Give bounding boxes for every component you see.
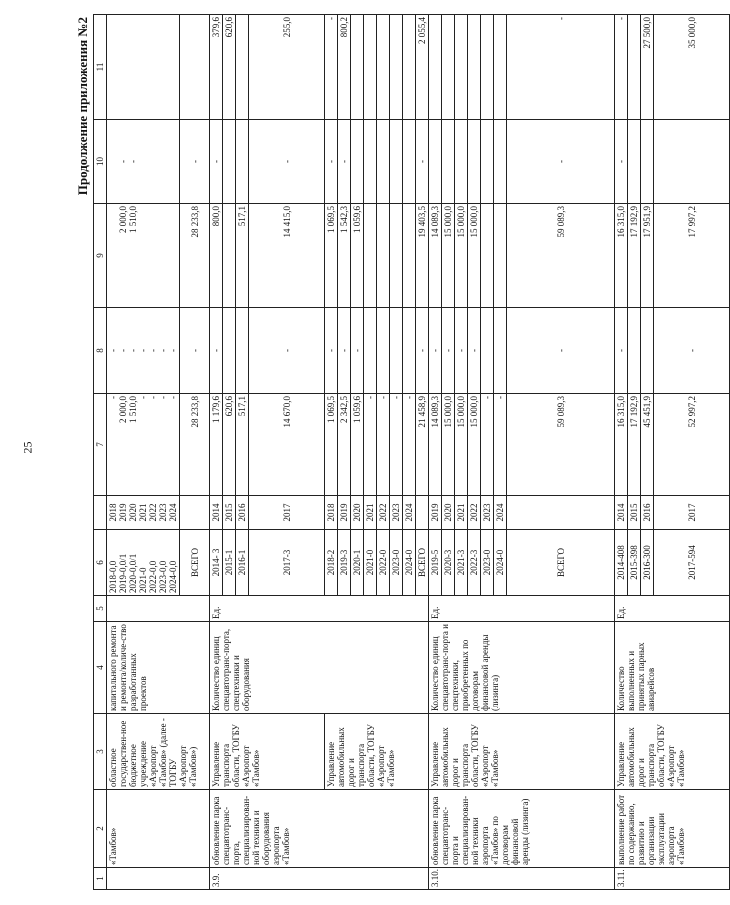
regional-amount: 17 192,9	[628, 204, 641, 308]
local-amount	[641, 120, 654, 204]
header-cell: 6	[94, 530, 107, 596]
extra-amount: 255,0	[249, 15, 325, 120]
year: 2014	[615, 496, 628, 530]
cell-line: -	[108, 396, 118, 399]
cell-line	[128, 17, 138, 117]
regional-amount: 17 951,9	[641, 204, 654, 308]
year: 2015	[223, 496, 236, 530]
year: 2021	[455, 496, 468, 530]
year: 2016	[641, 496, 654, 530]
cell-line	[138, 206, 148, 305]
extra-amount: 379,6	[210, 15, 223, 120]
local-amount: -	[507, 120, 615, 204]
cell-line	[158, 206, 168, 305]
year: 2020	[442, 496, 455, 530]
cell-line: -	[168, 396, 178, 399]
header-cell: 10	[94, 120, 107, 204]
regional-amount	[223, 204, 236, 308]
header-cell: 11	[94, 15, 107, 120]
local-amount	[351, 120, 364, 204]
cell-line: 1 510,0	[128, 396, 138, 423]
federal-amount	[641, 308, 654, 394]
local-amount	[403, 120, 416, 204]
page-number: 25	[20, 441, 35, 454]
year-value: 2024-0	[494, 530, 507, 596]
federal-amount: -	[654, 308, 730, 394]
federal-amount: -	[416, 308, 429, 394]
total-amount: 620,6	[223, 394, 236, 496]
extra-amount	[442, 15, 455, 120]
federal-amount: -	[468, 308, 481, 394]
year: 2017	[249, 496, 325, 530]
year: 2024	[403, 496, 416, 530]
cell-line: 2020	[128, 503, 138, 522]
cell-line: 1 510,0	[128, 206, 138, 233]
year-value: 2018-2	[325, 530, 338, 596]
total-amount: 1 069,5	[325, 394, 338, 496]
extra-amount	[481, 15, 494, 120]
cell-line	[168, 122, 178, 201]
year-value: 2020-1	[351, 530, 364, 596]
regional-amount: 1 059,6	[351, 204, 364, 308]
federal-amount	[223, 308, 236, 394]
total-amount: 14 670,0	[249, 394, 325, 496]
cell-line	[108, 122, 118, 201]
local-amount	[377, 120, 390, 204]
year-value: 2016-300	[641, 530, 654, 596]
cell-line: -	[158, 349, 168, 352]
cell-line: -	[128, 160, 138, 163]
year	[507, 496, 615, 530]
year-value: 2017-3	[249, 530, 325, 596]
year-value: 2015-1	[223, 530, 236, 596]
extra-amount	[494, 15, 507, 120]
regional-amount: 14 089,3	[429, 204, 442, 308]
header-cell	[94, 496, 107, 530]
local-amount	[442, 120, 455, 204]
indicator: Количество выполненных и принятых парных авиарейсов	[615, 622, 730, 714]
regional-amount: 1 069,5	[325, 204, 338, 308]
total-amount: 15 000,0	[442, 394, 455, 496]
local-amount	[654, 120, 730, 204]
empty-cell	[180, 496, 210, 530]
regional-amount	[377, 204, 390, 308]
section-3-9	[210, 15, 429, 890]
total-amount: -	[494, 394, 507, 496]
cell-line	[148, 122, 158, 201]
event-name: обновление парка спецавтотранс-порта, специализирован-ной техники и оборудования аэропорта «Тамбов»	[210, 790, 429, 868]
total-amount: 52 997,2	[654, 394, 730, 496]
header-row	[94, 15, 107, 890]
cell-line: 2 000,0	[118, 206, 128, 233]
cell-line: 2024	[168, 503, 178, 522]
year-values	[107, 530, 180, 596]
extra-amount: 620,6	[223, 15, 236, 120]
cell-line	[158, 122, 168, 201]
extra-amount: -	[507, 15, 615, 120]
extra-amount: 800,2	[338, 15, 351, 120]
cell-line: 2021-0	[138, 567, 148, 593]
header-cell: 4	[94, 622, 107, 714]
total-amount: 2 342,5	[338, 394, 351, 496]
cell-line: -	[118, 349, 128, 352]
year: 2015	[628, 496, 641, 530]
total-value: -	[180, 120, 210, 204]
table-row	[325, 15, 338, 890]
header-cell: 3	[94, 714, 107, 790]
total-value: 28 233,8	[180, 204, 210, 308]
extra-amount	[351, 15, 364, 120]
federal-amount	[236, 308, 249, 394]
federal-amount: -	[455, 308, 468, 394]
year-value: 2017-594	[654, 530, 730, 596]
extra-amount	[107, 15, 180, 120]
federal-amount: -	[210, 308, 223, 394]
year-value: 2021-0	[364, 530, 377, 596]
cell-line: 2024-0,0	[168, 560, 178, 593]
cell-line	[108, 17, 118, 117]
federal-amount: -	[338, 308, 351, 394]
executor: Управление автомобильных дорог и транспорта области, ТОГБУ «Аэропорт «Тамбов»	[615, 714, 730, 790]
section-3-11	[615, 15, 730, 890]
unit: Ед.	[210, 596, 429, 622]
total-amount	[107, 394, 180, 496]
year-value: 2023-0	[390, 530, 403, 596]
federal-amount	[107, 308, 180, 394]
local-amount	[494, 120, 507, 204]
federal-amount: -	[442, 308, 455, 394]
year-value: 2021-3	[455, 530, 468, 596]
page-number-strip	[0, 0, 60, 905]
table-row	[429, 15, 442, 890]
regional-amount: 14 415,0	[249, 204, 325, 308]
unit: Ед.	[429, 596, 615, 622]
year: 2022	[377, 496, 390, 530]
regional-amount: 16 315,0	[615, 204, 628, 308]
year: 2023	[481, 496, 494, 530]
regional-amount	[364, 204, 377, 308]
cell-line	[148, 17, 158, 117]
year: 2014	[210, 496, 223, 530]
header-cell: 9	[94, 204, 107, 308]
total-value: 28 233,8	[180, 394, 210, 496]
cell-line	[158, 17, 168, 117]
cell-line: 2019-0,0/1	[118, 553, 128, 593]
section-3-10	[429, 15, 615, 890]
table-row	[615, 15, 628, 890]
federal-amount: -	[325, 308, 338, 394]
extra-amount	[429, 15, 442, 120]
local-amount	[481, 120, 494, 204]
local-amount: -	[416, 120, 429, 204]
regional-amount	[107, 204, 180, 308]
extra-amount	[628, 15, 641, 120]
year-value: ВСЕГО	[507, 530, 615, 596]
regional-amount: 15 000,0	[442, 204, 455, 308]
cell-line	[138, 122, 148, 201]
local-amount	[390, 120, 403, 204]
unit: Ед.	[615, 596, 730, 622]
year-value: 2024-0	[403, 530, 416, 596]
header-cell: 7	[94, 394, 107, 496]
total-amount: 1 179,6	[210, 394, 223, 496]
year	[416, 496, 429, 530]
extra-amount: 35 000,0	[654, 15, 730, 120]
total-amount: -	[364, 394, 377, 496]
year-value: 2023-0	[481, 530, 494, 596]
regional-amount: 59 089,3	[507, 204, 615, 308]
extra-amount	[455, 15, 468, 120]
regional-amount	[481, 204, 494, 308]
cell-line: -	[148, 396, 158, 399]
extra-amount	[390, 15, 403, 120]
regional-amount	[403, 204, 416, 308]
total-amount: -	[481, 394, 494, 496]
cell-line: 2022	[148, 503, 158, 522]
total-amount: -	[377, 394, 390, 496]
local-amount	[429, 120, 442, 204]
regional-amount	[390, 204, 403, 308]
regional-amount: 17 997,2	[654, 204, 730, 308]
regional-amount: 517,1	[236, 204, 249, 308]
local-amount	[628, 120, 641, 204]
regional-amount: 15 000,0	[468, 204, 481, 308]
event-name: выполнение работ по содержанию, развитию и организации эксплуатации аэропорта «Тамбов»	[615, 790, 730, 868]
cell-line: 2023	[158, 503, 168, 522]
program-table	[93, 14, 730, 890]
cell-line: -	[148, 349, 158, 352]
local-amount	[236, 120, 249, 204]
cell-line: 2018	[108, 503, 118, 522]
executor: областное государствен-ное бюджетное учреждение «Аэропорт «Тамбов» (далее - ТОГБУ «Аэропорт «Тамбов»)	[107, 714, 210, 790]
executor: Управление автомобильных дорог и транспорта области, ТОГБУ «Аэропорт «Тамбов»	[325, 714, 429, 790]
total-amount: -	[403, 394, 416, 496]
cell-line: -	[138, 349, 148, 352]
year: 2019	[338, 496, 351, 530]
year: 2023	[390, 496, 403, 530]
row-number: 3.11.	[615, 868, 730, 890]
year: 2019	[429, 496, 442, 530]
total-value: -	[180, 308, 210, 394]
cell-line: -	[138, 396, 148, 399]
extra-amount	[377, 15, 390, 120]
year: 2024	[494, 496, 507, 530]
event-name: обновление парка спецавтотранс-порта и специализирован-ной техники аэропорта «Тамбов» по договорам финансовой аренды (лизинга)	[429, 790, 615, 868]
cell-line: -	[158, 396, 168, 399]
cell-line	[148, 206, 158, 305]
federal-amount: -	[429, 308, 442, 394]
header-cell: 5	[94, 596, 107, 622]
years	[107, 496, 180, 530]
year: 2017	[654, 496, 730, 530]
year-value: 2015-398	[628, 530, 641, 596]
rotated-page	[75, 15, 697, 890]
total-amount: 15 000,0	[455, 394, 468, 496]
cell-line	[108, 206, 118, 305]
extra-amount: 2 055,4	[416, 15, 429, 120]
cell-line: 2020-0,0/1	[128, 553, 138, 593]
regional-amount: 1 542,3	[338, 204, 351, 308]
regional-amount: 19 403,5	[416, 204, 429, 308]
regional-amount	[494, 204, 507, 308]
year-value: 2014- 3	[210, 530, 223, 596]
total-amount: 17 192,9	[628, 394, 641, 496]
local-amount: -	[615, 120, 628, 204]
cell-line: -	[108, 349, 118, 352]
total-amount: 517,1	[236, 394, 249, 496]
cell-line: 2 000,0	[118, 396, 128, 423]
header-cell: 1	[94, 868, 107, 890]
cell-line: -	[128, 349, 138, 352]
extra-amount: -	[325, 15, 338, 120]
executor: Управление транспорта области, ТОГБУ «Аэропорт «Тамбов»	[210, 714, 325, 790]
year-value: 2022-0	[377, 530, 390, 596]
federal-amount: -	[507, 308, 615, 394]
cell-line: 2021	[138, 503, 148, 522]
year-value: 2019-3	[338, 530, 351, 596]
local-amount: -	[210, 120, 223, 204]
local-amount: -	[325, 120, 338, 204]
total-label: ВСЕГО	[180, 530, 210, 596]
cell-line	[168, 206, 178, 305]
federal-amount	[494, 308, 507, 394]
table-row	[210, 15, 223, 890]
cell-line	[138, 17, 148, 117]
year-value: ВСЕГО	[416, 530, 429, 596]
cell-line	[118, 17, 128, 117]
header-cell: 2	[94, 790, 107, 868]
total-amount: 16 315,0	[615, 394, 628, 496]
federal-amount	[377, 308, 390, 394]
cell-line	[168, 17, 178, 117]
local-amount	[468, 120, 481, 204]
cell-line: -	[168, 349, 178, 352]
federal-amount	[481, 308, 494, 394]
executor: Управление автомобильных дорог и транспорта области, ТОГБУ «Аэропорт «Тамбов»	[429, 714, 615, 790]
federal-amount	[390, 308, 403, 394]
year-value: 2020-3	[442, 530, 455, 596]
indicator: Количество единиц спецавтотранс-порта и спецтехники, приобретенных по договорам финансовой аренды (лизинга)	[429, 622, 615, 714]
regional-amount: 15 000,0	[455, 204, 468, 308]
local-amount: -	[249, 120, 325, 204]
cell-line: 2022-0,0	[148, 560, 158, 593]
cell-line: 2023-0,0	[158, 560, 168, 593]
federal-amount	[403, 308, 416, 394]
local-amount	[455, 120, 468, 204]
cell-line: -	[118, 160, 128, 163]
local-amount	[107, 120, 180, 204]
year-value: 2014-408	[615, 530, 628, 596]
regional-amount: 800,0	[210, 204, 223, 308]
extra-amount	[364, 15, 377, 120]
cell-line: 2018-0,0	[108, 560, 118, 593]
year: 2020	[351, 496, 364, 530]
total-amount: 21 458,9	[416, 394, 429, 496]
year-value: 2016-1	[236, 530, 249, 596]
local-amount	[223, 120, 236, 204]
extra-amount	[468, 15, 481, 120]
federal-amount: -	[615, 308, 628, 394]
year: 2021	[364, 496, 377, 530]
year: 2018	[325, 496, 338, 530]
table-row	[107, 15, 180, 890]
federal-amount	[364, 308, 377, 394]
year: 2016	[236, 496, 249, 530]
total-amount: 59 089,3	[507, 394, 615, 496]
year-value: 2022-3	[468, 530, 481, 596]
local-amount	[364, 120, 377, 204]
year: 2022	[468, 496, 481, 530]
local-amount: -	[338, 120, 351, 204]
row-number	[107, 868, 210, 890]
total-value	[180, 15, 210, 120]
header-cell: 8	[94, 308, 107, 394]
indicator: Количество единиц спецавтотранс-порта, спецтехники и оборудования	[210, 622, 429, 714]
federal-amount	[628, 308, 641, 394]
total-amount: -	[390, 394, 403, 496]
year-value: 2019-5	[429, 530, 442, 596]
row-number: 3.10.	[429, 868, 615, 890]
federal-amount: -	[351, 308, 364, 394]
total-amount: 15 000,0	[468, 394, 481, 496]
total-amount: 1 059,6	[351, 394, 364, 496]
extra-amount	[236, 15, 249, 120]
total-amount: 45 451,9	[641, 394, 654, 496]
extra-amount	[403, 15, 416, 120]
continuation-title: Продолжение приложения №2	[75, 17, 90, 196]
cell-line: 2019	[118, 503, 128, 522]
extra-amount: 27 500,0	[641, 15, 654, 120]
row-number: 3.9.	[210, 868, 429, 890]
extra-amount: -	[615, 15, 628, 120]
unit	[107, 596, 210, 622]
federal-amount: -	[249, 308, 325, 394]
event-name: «Тамбов»	[107, 790, 210, 868]
indicator: капитального ремонта и ремонта/количе-ство разработанных проектов	[107, 622, 210, 714]
total-amount: 14 089,3	[429, 394, 442, 496]
